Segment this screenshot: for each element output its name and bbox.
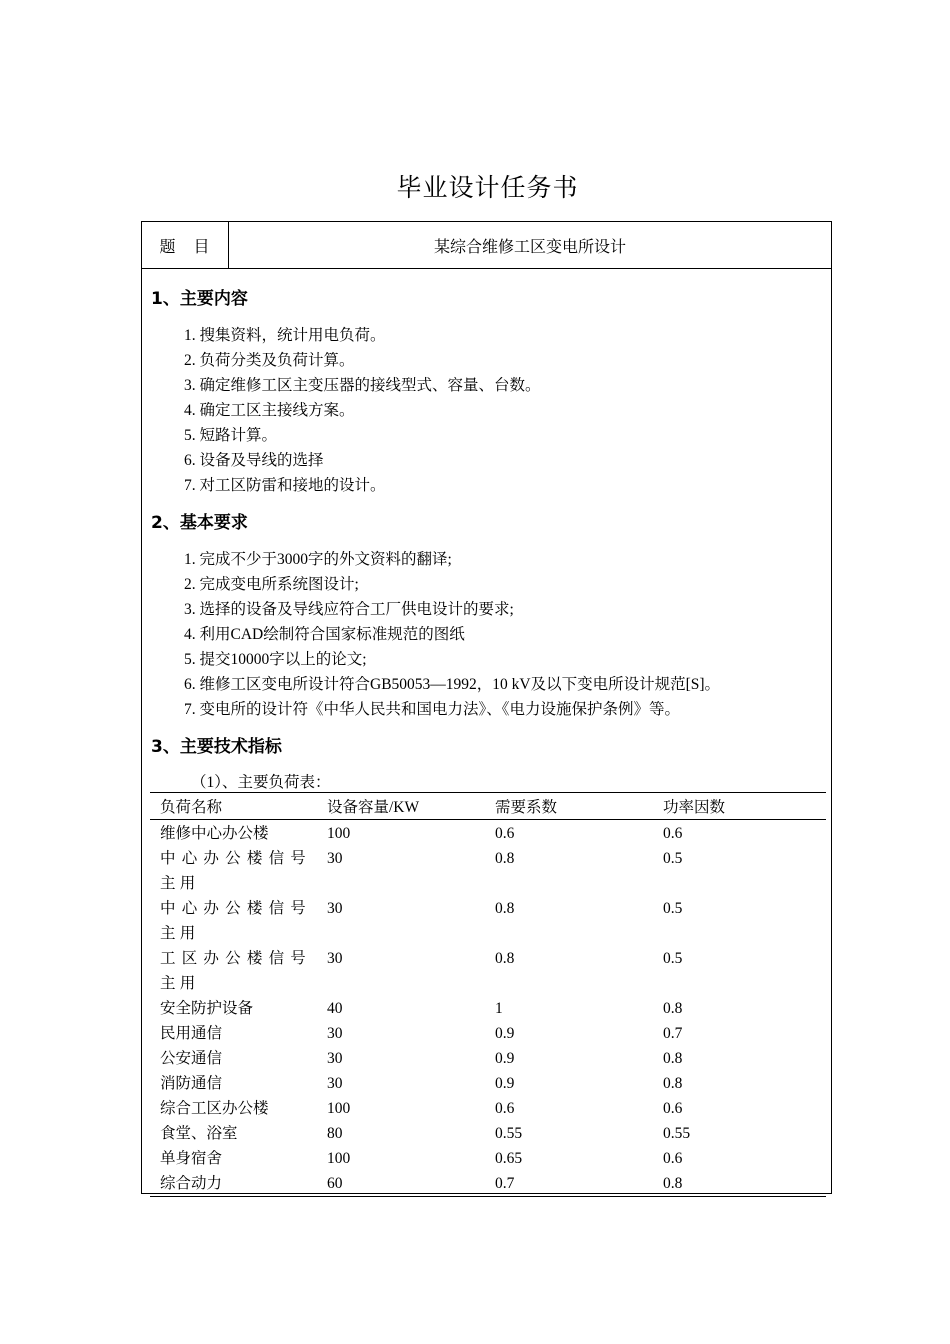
list-item: 4. 利用CAD绘制符合国家标准规范的图纸 — [184, 626, 465, 643]
cell-load-name — [150, 1146, 318, 1171]
cell-demand-factor — [486, 1171, 654, 1196]
cell-load-name-text: 维修中心办公楼 — [160, 825, 269, 842]
cell-demand-factor — [486, 896, 654, 946]
table-row — [150, 946, 826, 996]
cell-demand-factor-text: 0.6 — [495, 825, 515, 842]
cell-power-factor-text: 0.5 — [663, 950, 683, 967]
cell-demand-factor-text: 0.8 — [495, 950, 515, 967]
cell-capacity-text: 100 — [327, 825, 351, 842]
cell-power-factor-text: 0.8 — [663, 1075, 683, 1092]
header-demand-factor: 需要系数 — [495, 799, 558, 816]
cell-power-factor-text: 0.8 — [663, 1175, 683, 1192]
cell-demand-factor-text: 0.6 — [495, 1100, 515, 1117]
cell-load-name — [150, 996, 318, 1021]
cell-load-name-text: 安全防护设备 — [160, 1000, 254, 1017]
list-item: 6. 设备及导线的选择 — [184, 452, 324, 469]
topic-label: 题 目 — [142, 222, 229, 268]
list-item: 3. 选择的设备及导线应符合工厂供电设计的要求; — [184, 601, 514, 618]
section-heading-basic-requirements: 2、基本要求 — [151, 513, 248, 533]
table-row — [150, 846, 826, 896]
cell-load-name — [150, 1021, 318, 1046]
cell-demand-factor-text: 0.9 — [495, 1075, 515, 1092]
list-item: 7. 变电所的设计符《中华人民共和国电力法》、《电力设施保护条例》等。 — [184, 701, 681, 718]
load-table — [150, 792, 826, 1197]
cell-demand-factor-text: 1 — [495, 1000, 503, 1017]
cell-capacity-text: 30 — [327, 900, 343, 917]
cell-capacity — [318, 896, 486, 946]
cell-load-name — [150, 1071, 318, 1096]
table-row — [150, 1021, 826, 1046]
cell-capacity — [318, 821, 486, 846]
cell-demand-factor — [486, 1096, 654, 1121]
cell-capacity — [318, 946, 486, 996]
cell-power-factor — [654, 1146, 826, 1171]
cell-demand-factor-text: 0.55 — [495, 1125, 523, 1142]
cell-demand-factor — [486, 846, 654, 896]
cell-demand-factor — [486, 1146, 654, 1171]
cell-capacity-text: 80 — [327, 1125, 343, 1142]
cell-demand-factor — [486, 946, 654, 996]
cell-power-factor-text: 0.6 — [663, 1100, 683, 1117]
cell-load-name-text: 中心办公楼信号主用 — [160, 900, 310, 942]
cell-capacity — [318, 846, 486, 896]
table-header-row — [150, 793, 826, 820]
cell-capacity — [318, 1171, 486, 1196]
cell-power-factor — [654, 1121, 826, 1146]
cell-demand-factor-text: 0.9 — [495, 1050, 515, 1067]
cell-load-name-text: 综合动力 — [160, 1175, 223, 1192]
table-row — [150, 1071, 826, 1096]
header-capacity: 设备容量/KW — [327, 799, 420, 816]
table-row — [150, 896, 826, 946]
cell-load-name-text: 中心办公楼信号主用 — [160, 850, 310, 892]
cell-capacity-text: 60 — [327, 1175, 343, 1192]
cell-power-factor — [654, 946, 826, 996]
table-caption: （1）、主要负荷表： — [191, 774, 331, 791]
cell-load-name — [150, 1121, 318, 1146]
cell-capacity — [318, 1121, 486, 1146]
cell-power-factor — [654, 821, 826, 846]
cell-capacity-text: 30 — [327, 950, 343, 967]
cell-power-factor — [654, 896, 826, 946]
list-item: 5. 短路计算。 — [184, 427, 278, 444]
topic-row — [142, 222, 831, 269]
list-item: 1. 完成不少于3000字的外文资料的翻译; — [184, 551, 452, 568]
list-item: 6. 维修工区变电所设计符合GB50053—1992，10 kV及以下变电所设计规范[S]。 — [184, 676, 721, 693]
list-item: 5. 提交10000字以上的论文; — [184, 651, 367, 668]
cell-load-name — [150, 1046, 318, 1071]
cell-capacity — [318, 1021, 486, 1046]
cell-capacity — [318, 1096, 486, 1121]
list-item: 4. 确定工区主接线方案。 — [184, 402, 355, 419]
cell-demand-factor — [486, 1121, 654, 1146]
table-row — [150, 996, 826, 1021]
cell-demand-factor-text: 0.9 — [495, 1025, 515, 1042]
cell-capacity — [318, 996, 486, 1021]
list-item: 7. 对工区防雷和接地的设计。 — [184, 477, 386, 494]
cell-capacity-text: 100 — [327, 1100, 351, 1117]
cell-capacity-text: 40 — [327, 1000, 343, 1017]
section-heading-main-content: 1、主要内容 — [151, 289, 248, 309]
cell-power-factor — [654, 1046, 826, 1071]
table-row — [150, 821, 826, 846]
cell-demand-factor — [486, 821, 654, 846]
table-row — [150, 1046, 826, 1071]
cell-demand-factor-text: 0.65 — [495, 1150, 523, 1167]
cell-power-factor — [654, 1021, 826, 1046]
cell-capacity-text: 30 — [327, 1025, 343, 1042]
cell-capacity-text: 30 — [327, 850, 343, 867]
list-item: 2. 完成变电所系统图设计; — [184, 576, 359, 593]
cell-demand-factor — [486, 1071, 654, 1096]
cell-power-factor-text: 0.6 — [663, 825, 683, 842]
cell-power-factor — [654, 1096, 826, 1121]
cell-demand-factor — [486, 1046, 654, 1071]
cell-load-name-text: 食堂、浴室 — [160, 1125, 238, 1142]
table-body — [150, 820, 826, 1196]
table-row — [150, 1171, 826, 1196]
cell-power-factor-text: 0.5 — [663, 850, 683, 867]
list-item: 1. 搜集资料，统计用电负荷。 — [184, 327, 386, 344]
cell-capacity — [318, 1071, 486, 1096]
cell-power-factor — [654, 996, 826, 1021]
cell-demand-factor — [486, 996, 654, 1021]
cell-demand-factor — [486, 1021, 654, 1046]
cell-capacity-text: 30 — [327, 1050, 343, 1067]
cell-power-factor — [654, 1071, 826, 1096]
cell-load-name — [150, 821, 318, 846]
task-form — [141, 221, 832, 1194]
cell-load-name-text: 消防通信 — [160, 1075, 223, 1092]
cell-power-factor-text: 0.6 — [663, 1150, 683, 1167]
cell-capacity — [318, 1146, 486, 1171]
cell-load-name-text: 公安通信 — [160, 1050, 223, 1067]
document-title: 毕业设计任务书 — [396, 175, 579, 202]
cell-demand-factor-text: 0.8 — [495, 850, 515, 867]
cell-load-name-text: 单身宿舍 — [160, 1150, 223, 1167]
cell-demand-factor-text: 0.8 — [495, 900, 515, 917]
cell-load-name-text: 工区办公楼信号主用 — [160, 950, 310, 992]
cell-load-name-text: 综合工区办公楼 — [160, 1100, 269, 1117]
header-load-name: 负荷名称 — [160, 799, 223, 816]
cell-power-factor-text: 0.8 — [663, 1050, 683, 1067]
topic-value: 某综合维修工区变电所设计 — [433, 238, 626, 256]
cell-capacity — [318, 1046, 486, 1071]
cell-load-name — [150, 946, 318, 996]
cell-load-name — [150, 846, 318, 896]
cell-capacity-text: 30 — [327, 1075, 343, 1092]
cell-load-name-text: 民用通信 — [160, 1025, 223, 1042]
table-row — [150, 1146, 826, 1171]
cell-demand-factor-text: 0.7 — [495, 1175, 515, 1192]
cell-load-name — [150, 896, 318, 946]
cell-load-name — [150, 1096, 318, 1121]
list-item: 3. 确定维修工区主变压器的接线型式、容量、台数。 — [184, 377, 541, 394]
table-row — [150, 1096, 826, 1121]
cell-power-factor — [654, 1171, 826, 1196]
cell-power-factor-text: 0.7 — [663, 1025, 683, 1042]
section-heading-technical-indicators: 3、主要技术指标 — [151, 737, 282, 757]
table-row — [150, 1121, 826, 1146]
cell-power-factor-text: 0.5 — [663, 900, 683, 917]
cell-power-factor — [654, 846, 826, 896]
list-item: 2. 负荷分类及负荷计算。 — [184, 352, 355, 369]
cell-power-factor-text: 0.8 — [663, 1000, 683, 1017]
header-power-factor: 功率因数 — [663, 799, 726, 816]
cell-capacity-text: 100 — [327, 1150, 351, 1167]
cell-load-name — [150, 1171, 318, 1196]
cell-power-factor-text: 0.55 — [663, 1125, 691, 1142]
